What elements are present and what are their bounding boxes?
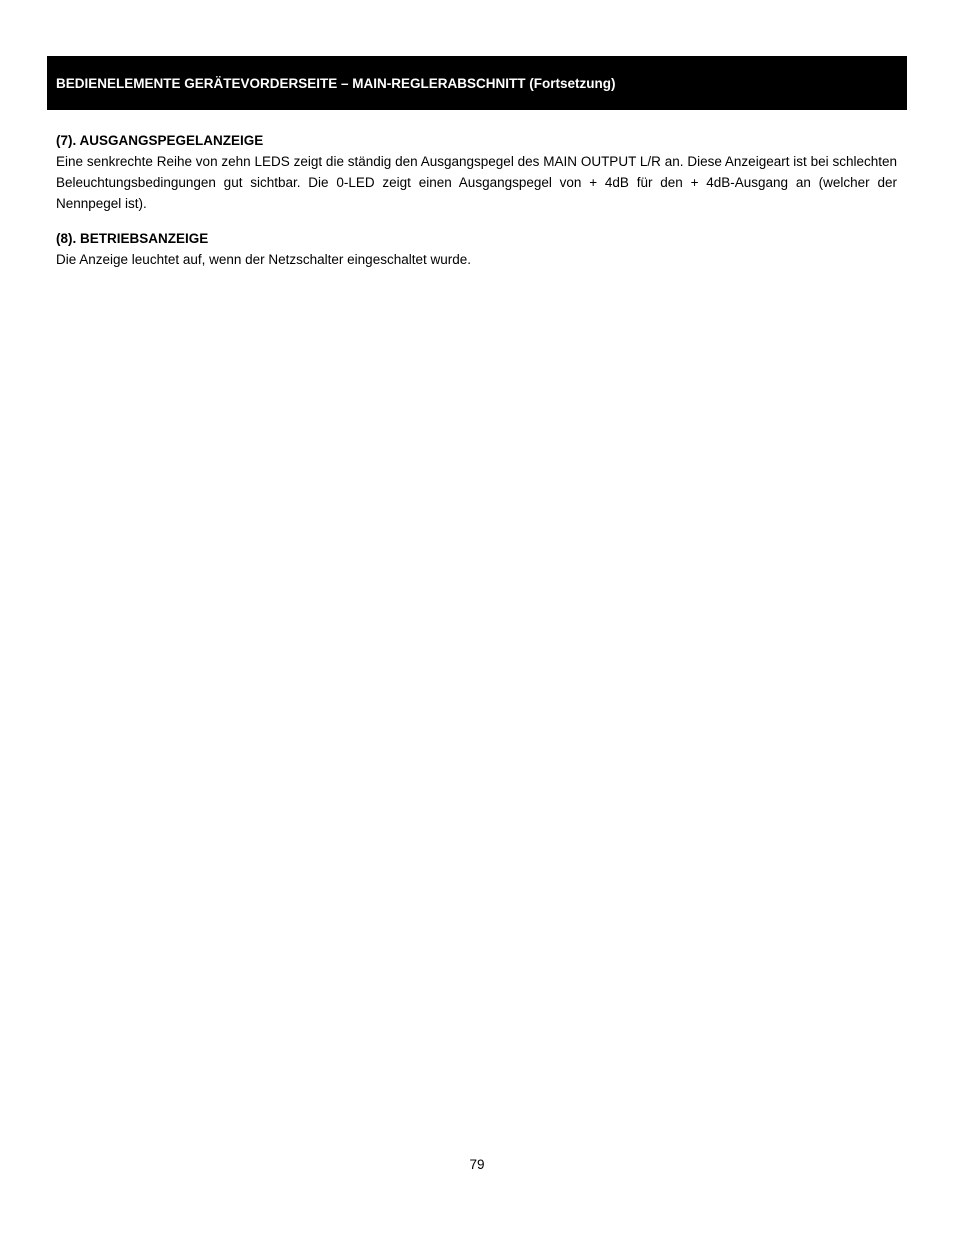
section-body: Die Anzeige leuchtet auf, wenn der Netzschalter eingeschaltet wurde. bbox=[56, 252, 471, 267]
section-body: Eine senkrechte Reihe von zehn LEDS zeigt die ständig den Ausgangspegel des MAIN OUTPUT L/R an. Diese Anzeigeart ist bei schlechten Beleuchtungsbedingungen gut sichtbar. Die 0-LED zeigt einen Ausgangspegel von + 4dB für den + 4dB-Ausgang an (welcher der Nennpegel ist). bbox=[56, 154, 897, 211]
section-power-indicator bbox=[56, 229, 897, 270]
section-header-bar bbox=[47, 56, 907, 110]
section-output-level-meter bbox=[56, 131, 897, 214]
section-header-title: BEDIENELEMENTE GERÄTEVORDERSEITE – MAIN-REGLERABSCHNITT (Fortsetzung) bbox=[56, 75, 616, 91]
page-number: 79 bbox=[469, 1157, 485, 1172]
section-heading: (8). BETRIEBSANZEIGE bbox=[56, 231, 209, 246]
section-heading: (7). AUSGANGSPEGELANZEIGE bbox=[56, 133, 264, 148]
